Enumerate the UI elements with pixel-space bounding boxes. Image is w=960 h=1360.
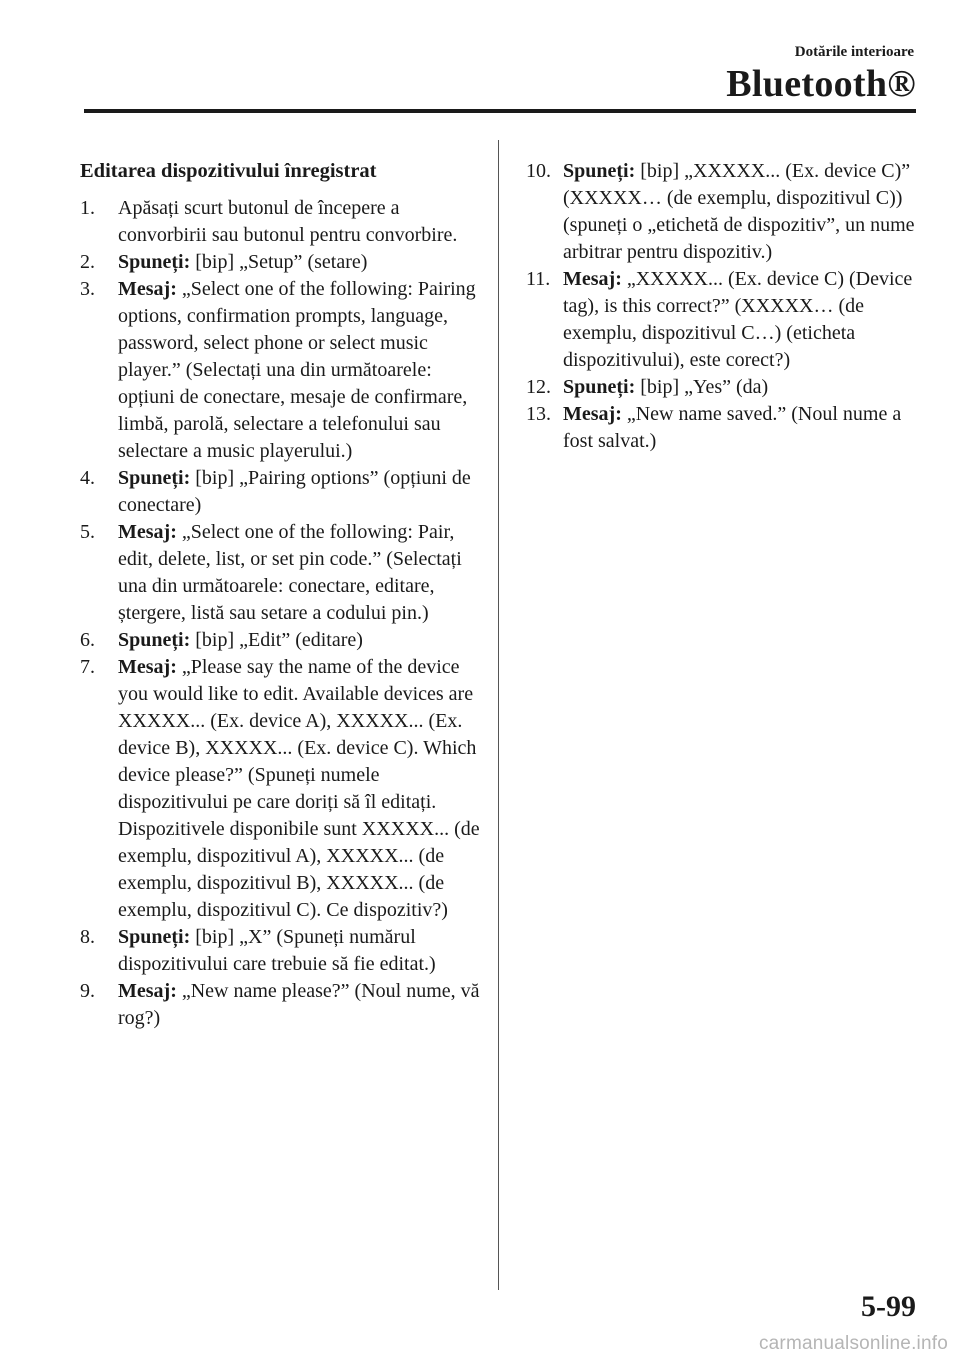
- step-item: [80, 276, 480, 465]
- step-keyword: Mesaj:: [118, 278, 177, 300]
- step-text: Apăsați scurt butonul de începere a convorbirii sau butonul pentru convorbire.: [118, 197, 458, 246]
- header-section-label: Dotările interioare: [794, 44, 914, 60]
- step-item: [526, 266, 926, 374]
- step-keyword: Spuneți:: [118, 926, 191, 948]
- step-item: [80, 627, 480, 654]
- step-number: 5.: [80, 521, 95, 543]
- step-keyword: Spuneți:: [563, 376, 636, 398]
- step-number: 7.: [80, 656, 95, 678]
- watermark: carmanualsonline.info: [758, 1333, 948, 1354]
- step-item: [80, 195, 480, 249]
- step-item: [526, 401, 926, 455]
- step-text: „Select one of the following: Pairing options, confirmation prompts, language, password, select phone or select music player.” (Selectați una din următoarele: opțiuni de conectare, mesaje de confirmare, limbă, parolă, selectare a telefonului sau selectare a music playerului.): [118, 278, 476, 462]
- step-item: [526, 374, 926, 401]
- step-text: [bip] „Setup” (setare): [190, 251, 368, 273]
- step-text: [bip] „XXXXX... (Ex. device C)” (XXXXX… (de exemplu, dispozitivul C)) (spuneți o „etichetă de dispozitiv”, un nume arbitrar pentru dispozitiv.): [563, 160, 915, 263]
- step-item: [80, 519, 480, 627]
- column-divider: [498, 140, 499, 1290]
- steps-list-left: [80, 195, 480, 1032]
- step-number: 10.: [526, 160, 551, 182]
- step-text: [bip] „X” (Spuneți numărul dispozitivului care trebuie să fie editat.): [118, 926, 436, 975]
- step-keyword: Spuneți:: [563, 160, 636, 182]
- step-number: 1.: [80, 197, 95, 219]
- step-item: [526, 158, 926, 266]
- step-keyword: Spuneți:: [118, 629, 191, 651]
- step-number: 6.: [80, 629, 95, 651]
- step-keyword: Mesaj:: [563, 403, 622, 425]
- step-keyword: Mesaj:: [118, 980, 177, 1002]
- step-number: 2.: [80, 251, 95, 273]
- step-text: „Select one of the following: Pair, edit, delete, list, or set pin code.” (Selectați una din următoarele: conectare, editare, ștergere, listă sau setare a codului pin.): [118, 521, 462, 624]
- step-keyword: Spuneți:: [118, 467, 191, 489]
- step-item: [80, 654, 480, 924]
- left-column: [80, 158, 480, 1032]
- page-title: Bluetooth®: [726, 63, 916, 105]
- step-number: 11.: [526, 268, 551, 290]
- step-number: 12.: [526, 376, 551, 398]
- step-item: [80, 249, 480, 276]
- header-rule: [84, 109, 916, 113]
- step-text: [bip] „Edit” (editare): [190, 629, 363, 651]
- step-keyword: Spuneți:: [118, 251, 191, 273]
- step-keyword: Mesaj:: [118, 521, 177, 543]
- steps-list-right: [526, 158, 926, 455]
- step-item: [80, 465, 480, 519]
- step-number: 3.: [80, 278, 95, 300]
- step-keyword: Mesaj:: [118, 656, 177, 678]
- step-item: [80, 978, 480, 1032]
- step-text: „XXXXX... (Ex. device C) (Device tag), is this correct?” (XXXXX… (de exemplu, dispozitivul C…) (eticheta dispozitivului), este corect?): [563, 268, 913, 371]
- step-text: „Please say the name of the device you would like to edit. Available devices are XXXXX... (Ex. device A), XXXXX... (Ex. device B), XXXXX... (Ex. device C). Which device please?” (Spuneți numele dispozitivului pe care doriți să îl editați. Dispozitivele disponibile sunt XXXXX... (de exemplu, dispozitivul A), XXXXX... (de exemplu, dispozitivul B), XXXXX... (de exemplu, dispozitivul C). Ce dispozitiv?): [118, 656, 480, 921]
- step-number: 4.: [80, 467, 95, 489]
- right-column: [526, 158, 926, 455]
- page-number: 5-99: [861, 1290, 916, 1323]
- step-text: [bip] „Pairing options” (opțiuni de conectare): [118, 467, 471, 516]
- step-number: 13.: [526, 403, 551, 425]
- step-number: 8.: [80, 926, 95, 948]
- step-number: 9.: [80, 980, 95, 1002]
- step-item: [80, 924, 480, 978]
- step-text: [bip] „Yes” (da): [635, 376, 769, 398]
- section-heading: Editarea dispozitivului înregistrat: [80, 160, 377, 182]
- step-keyword: Mesaj:: [563, 268, 622, 290]
- step-text: „New name saved.” (Noul nume a fost salvat.): [563, 403, 902, 452]
- step-text: „New name please?” (Noul nume, vă rog?): [118, 980, 480, 1029]
